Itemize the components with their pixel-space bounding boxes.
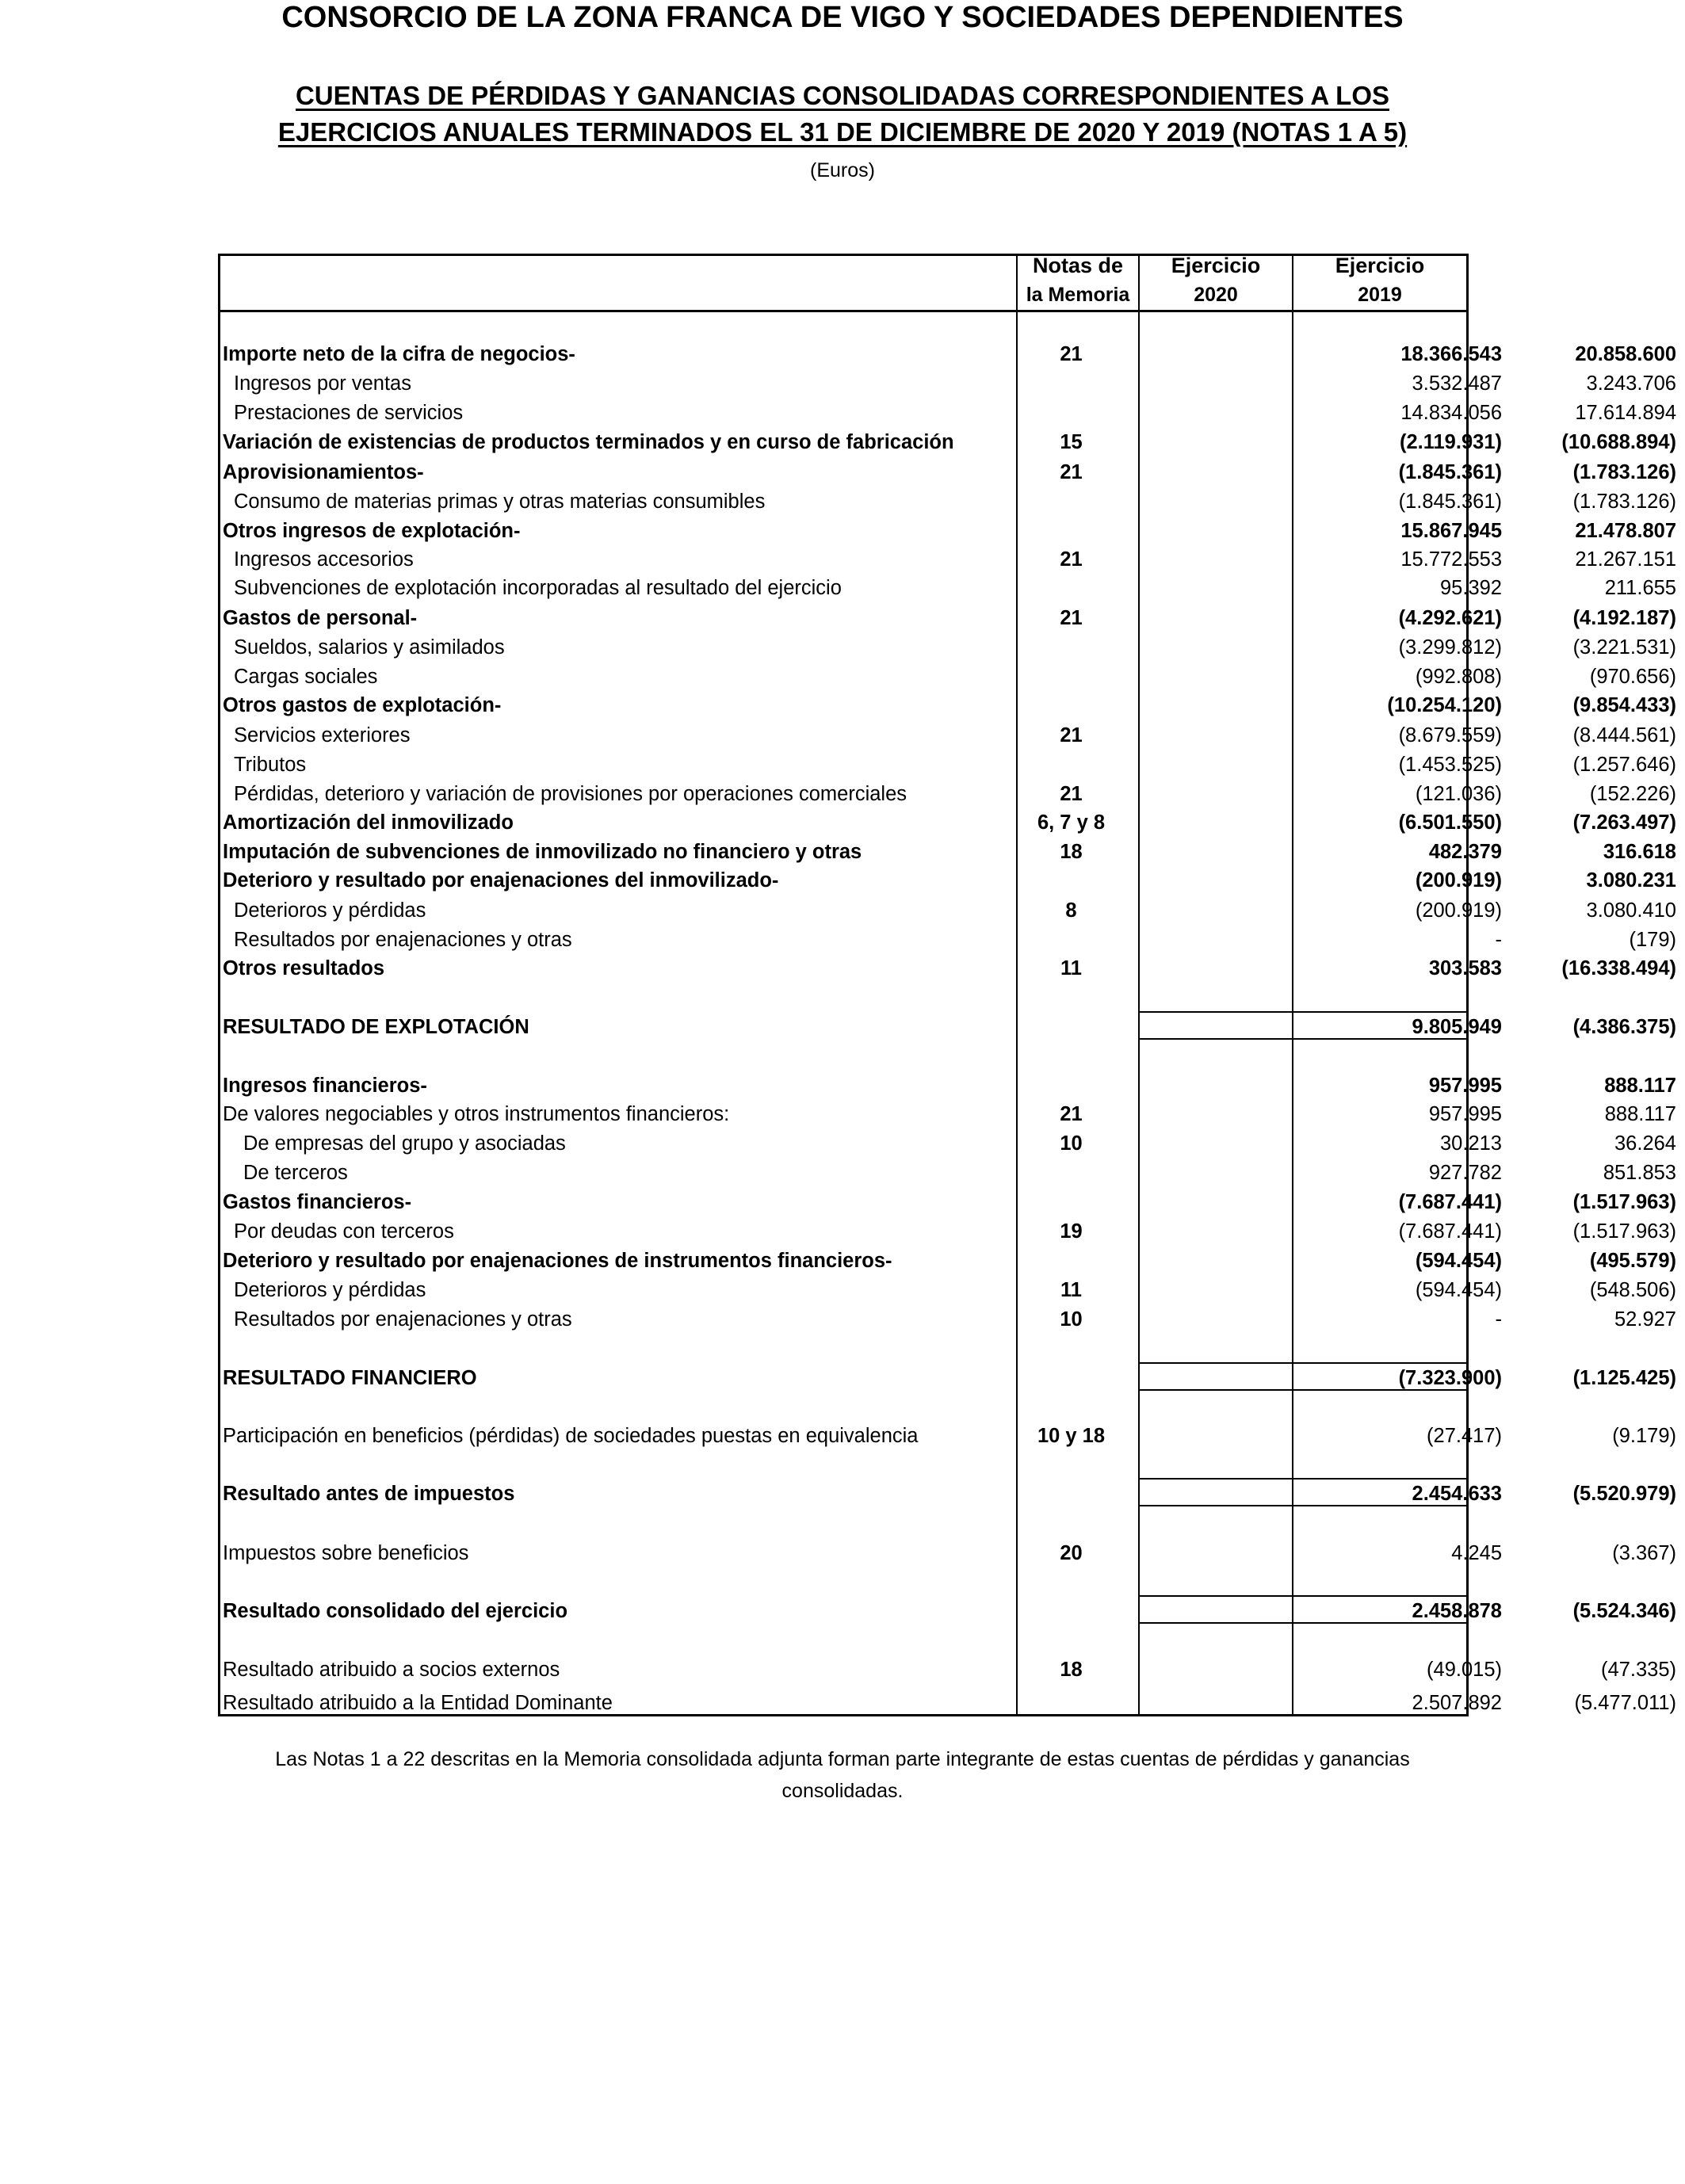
table-row <box>218 808 1676 837</box>
value-2019: (4.386.375) <box>1572 1016 1676 1038</box>
row-note: 15 <box>1060 431 1083 453</box>
row-label: Amortización del inmovilizado <box>223 811 514 834</box>
value-2020: 14.834.056 <box>1400 402 1502 424</box>
row-label: De terceros <box>243 1162 348 1184</box>
value-2019: (1.517.963) <box>1572 1220 1676 1243</box>
table-row <box>218 926 1676 954</box>
row-note: 21 <box>1060 783 1083 805</box>
table-row <box>218 1539 1676 1567</box>
value-2020: 2.507.892 <box>1412 1692 1502 1714</box>
value-2019: (1.125.425) <box>1572 1367 1676 1389</box>
value-2020: (7.687.441) <box>1398 1191 1502 1213</box>
row-label: Ingresos financieros- <box>223 1075 427 1097</box>
value-2019: (1.783.126) <box>1572 461 1676 483</box>
value-2020: 30.213 <box>1440 1132 1502 1155</box>
row-label: RESULTADO FINANCIERO <box>223 1367 477 1389</box>
table-row <box>218 487 1676 516</box>
value-2019: 888.117 <box>1604 1103 1676 1125</box>
value-2020: (27.417) <box>1427 1425 1502 1447</box>
value-2020: 957.995 <box>1428 1103 1502 1125</box>
row-label: Resultados por enajenaciones y otras <box>234 1308 572 1331</box>
table-row <box>218 545 1676 574</box>
header-notes-line1: Notas de <box>1032 254 1124 277</box>
row-note: 18 <box>1060 1659 1083 1681</box>
table-row <box>218 1247 1676 1275</box>
table-row <box>218 1159 1676 1187</box>
footer-note <box>206 1743 1479 1807</box>
value-2019: (179) <box>1629 929 1676 951</box>
row-note: 19 <box>1060 1220 1083 1243</box>
value-2020: 2.458.878 <box>1412 1600 1502 1622</box>
row-label: Otros gastos de explotación- <box>223 694 502 716</box>
value-2020: 15.867.945 <box>1400 520 1502 542</box>
row-note: 21 <box>1060 548 1083 571</box>
value-2020: 927.782 <box>1428 1162 1502 1184</box>
table-row <box>218 1013 1676 1041</box>
row-label: Ingresos por ventas <box>234 372 411 395</box>
value-2019: 888.117 <box>1604 1075 1676 1097</box>
row-label: Deterioro y resultado por enajenaciones de instrumentos financieros- <box>223 1250 892 1272</box>
table-row <box>218 1305 1676 1334</box>
value-2019: (1.783.126) <box>1572 491 1676 513</box>
value-2019: 20.858.600 <box>1575 343 1676 365</box>
row-note: 21 <box>1060 461 1083 483</box>
table-row <box>218 896 1676 925</box>
value-2020: 18.366.543 <box>1400 343 1502 365</box>
row-label: Consumo de materias primas y otras materias consumibles <box>234 491 766 513</box>
value-2019: (10.688.894) <box>1561 431 1676 453</box>
table-row <box>218 633 1676 662</box>
company-title: CONSORCIO DE LA ZONA FRANCA DE VIGO Y SOCIEDADES DEPENDIENTES <box>281 1 1404 34</box>
row-label: Importe neto de la cifra de negocios- <box>223 343 575 365</box>
table-row <box>218 1188 1676 1216</box>
row-note: 21 <box>1060 724 1083 746</box>
row-label: Pérdidas, deterioro y variación de provisiones por operaciones comerciales <box>234 783 907 805</box>
value-2019: 3.243.706 <box>1586 372 1676 395</box>
value-2020: (1.845.361) <box>1398 491 1502 513</box>
value-2020: (4.292.621) <box>1398 607 1502 629</box>
row-note: 10 <box>1060 1132 1083 1155</box>
value-2019: (16.338.494) <box>1561 957 1676 979</box>
table-row <box>218 691 1676 720</box>
row-label: Resultado atribuido a socios externos <box>223 1659 560 1681</box>
statement-title-line2: EJERCICIOS ANUALES TERMINADOS EL 31 DE DICIEMBRE DE 2020 Y 2019 (NOTAS 1 A 5) <box>277 117 1408 147</box>
header-2020-line2: 2020 <box>1194 284 1238 306</box>
table-row <box>218 399 1676 427</box>
table-row <box>218 428 1676 456</box>
value-2019: (4.192.187) <box>1572 607 1676 629</box>
table-row <box>218 780 1676 808</box>
value-2019: (970.656) <box>1589 666 1676 688</box>
row-label: Otros resultados <box>223 957 385 979</box>
table-row <box>218 604 1676 632</box>
value-2019: 52.927 <box>1614 1308 1676 1331</box>
value-2019: 17.614.894 <box>1575 402 1676 424</box>
value-2020: 9.805.949 <box>1412 1016 1502 1038</box>
value-2019: 3.080.410 <box>1586 899 1676 922</box>
value-2020: - <box>1495 929 1502 951</box>
value-2019: (47.335) <box>1601 1659 1676 1681</box>
value-2019: (8.444.561) <box>1572 724 1676 746</box>
row-note: 21 <box>1060 343 1083 365</box>
value-2020: (7.323.900) <box>1398 1367 1502 1389</box>
value-2019: (548.506) <box>1589 1279 1676 1301</box>
value-2020: 4.245 <box>1451 1542 1502 1564</box>
table-row <box>218 838 1676 866</box>
units-label: (Euros) <box>810 159 875 181</box>
value-2020: 3.532.487 <box>1412 372 1502 395</box>
value-2019: (1.517.963) <box>1572 1191 1676 1213</box>
row-label: Deterioros y pérdidas <box>234 1279 426 1301</box>
value-2020: (594.454) <box>1415 1279 1502 1301</box>
value-2019: 21.267.151 <box>1575 548 1676 571</box>
value-2019: (5.477.011) <box>1574 1692 1676 1714</box>
row-note: 21 <box>1060 1103 1083 1125</box>
row-note: 18 <box>1060 841 1083 863</box>
header-notes-line2: la Memoria <box>1026 284 1130 306</box>
statement-title-line1: CUENTAS DE PÉRDIDAS Y GANANCIAS CONSOLIDADAS CORRESPONDIENTES A LOS <box>295 81 1390 110</box>
row-label: Resultado antes de impuestos <box>223 1483 515 1505</box>
value-2020: (200.919) <box>1415 869 1502 892</box>
row-label: Sueldos, salarios y asimilados <box>234 636 505 659</box>
value-2019: (1.257.646) <box>1572 754 1676 776</box>
value-2019: (7.263.497) <box>1572 811 1676 834</box>
row-label: Ingresos accesorios <box>234 548 414 571</box>
row-label: Impuestos sobre beneficios <box>223 1542 469 1564</box>
table-row <box>218 369 1676 398</box>
table-row <box>218 750 1676 779</box>
value-2020: (6.501.550) <box>1398 811 1502 834</box>
row-label: Gastos financieros- <box>223 1191 412 1213</box>
row-label: De empresas del grupo y asociadas <box>243 1132 566 1155</box>
table-row <box>218 340 1676 368</box>
row-label: Variación de existencias de productos terminados y en curso de fabricación <box>223 431 954 453</box>
value-2020: (992.808) <box>1415 666 1502 688</box>
value-2020: 95.392 <box>1440 577 1502 599</box>
value-2019: (9.854.433) <box>1572 694 1676 716</box>
value-2019: (152.226) <box>1589 783 1676 805</box>
table-row <box>218 574 1676 602</box>
row-label: Gastos de personal- <box>223 607 418 629</box>
table-row <box>218 1129 1676 1158</box>
header-2020-line1: Ejercicio <box>1171 254 1261 277</box>
table-row <box>218 1655 1676 1684</box>
value-2020: (594.454) <box>1415 1250 1502 1272</box>
row-label: Participación en beneficios (pérdidas) de sociedades puestas en equivalencia <box>223 1425 919 1447</box>
value-2019: (3.367) <box>1612 1542 1676 1564</box>
row-label: Resultados por enajenaciones y otras <box>234 929 572 951</box>
row-label: Imputación de subvenciones de inmovilizado no financiero y otras <box>223 841 862 863</box>
row-note: 6, 7 y 8 <box>1037 811 1106 834</box>
table-row <box>218 1422 1676 1450</box>
row-note: 11 <box>1060 957 1082 979</box>
value-2020: 303.583 <box>1428 957 1502 979</box>
row-note: 21 <box>1060 607 1083 629</box>
row-label: Servicios exteriores <box>234 724 411 746</box>
table-row <box>218 1480 1676 1508</box>
value-2020: (10.254.120) <box>1387 694 1502 716</box>
row-label: Cargas sociales <box>234 666 378 688</box>
value-2019: 36.264 <box>1614 1132 1676 1155</box>
table-row <box>218 1071 1676 1100</box>
row-label: Tributos <box>234 754 307 776</box>
value-2019: (3.221.531) <box>1572 636 1676 659</box>
table-row <box>218 458 1676 487</box>
table-row <box>218 1364 1676 1392</box>
row-label: RESULTADO DE EXPLOTACIÓN <box>223 1016 529 1038</box>
value-2020: (8.679.559) <box>1398 724 1502 746</box>
row-label: Aprovisionamientos- <box>223 461 424 483</box>
value-2019: 851.853 <box>1603 1162 1676 1184</box>
header-2019-line1: Ejercicio <box>1335 254 1425 277</box>
value-2020: (2.119.931) <box>1399 431 1502 453</box>
row-label: Prestaciones de servicios <box>234 402 464 424</box>
table-row <box>218 1597 1676 1625</box>
value-2019: (5.520.979) <box>1572 1483 1676 1505</box>
table-row <box>218 517 1676 545</box>
value-2020: (1.453.525) <box>1398 754 1502 776</box>
row-note: 10 y 18 <box>1037 1425 1106 1447</box>
value-2020: - <box>1495 1308 1502 1331</box>
value-2020: (49.015) <box>1427 1659 1502 1681</box>
row-label: Deterioro y resultado por enajenaciones del inmovilizado- <box>223 869 779 892</box>
value-2019: 21.478.807 <box>1575 520 1676 542</box>
table-row <box>218 1217 1676 1246</box>
header-2019-line2: 2019 <box>1358 284 1402 306</box>
row-note: 10 <box>1060 1308 1083 1331</box>
table-row <box>218 1276 1676 1304</box>
table-row <box>218 954 1676 983</box>
value-2020: (7.687.441) <box>1398 1220 1502 1243</box>
row-note: 11 <box>1060 1279 1082 1301</box>
row-label: Resultado consolidado del ejercicio <box>223 1600 568 1622</box>
row-label: Por deudas con terceros <box>234 1220 454 1243</box>
row-label: Subvenciones de explotación incorporadas al resultado del ejercicio <box>234 577 842 599</box>
value-2020: 2.454.633 <box>1412 1483 1502 1505</box>
value-2019: 3.080.231 <box>1586 869 1676 892</box>
value-2019: (9.179) <box>1612 1425 1676 1447</box>
table-row <box>218 866 1676 895</box>
value-2020: (3.299.812) <box>1398 636 1502 659</box>
value-2020: (200.919) <box>1415 899 1502 922</box>
value-2019: 316.618 <box>1603 841 1676 863</box>
value-2020: 482.379 <box>1428 841 1502 863</box>
table-row <box>218 1689 1676 1717</box>
value-2020: (1.845.361) <box>1398 461 1502 483</box>
table-row <box>218 721 1676 750</box>
footer-note-line2: consolidadas. <box>781 1780 904 1802</box>
table-row <box>218 1100 1676 1128</box>
footer-note-line1: Las Notas 1 a 22 descritas en la Memoria consolidada adjunta forman parte integrante de estas cuentas de pérdidas y ganancias <box>275 1748 1410 1770</box>
row-label: Resultado atribuido a la Entidad Dominante <box>223 1692 613 1714</box>
row-label: De valores negociables y otros instrumentos financieros: <box>223 1103 730 1125</box>
value-2020: 957.995 <box>1428 1075 1502 1097</box>
value-2020: (121.036) <box>1415 783 1502 805</box>
row-label: Deterioros y pérdidas <box>234 899 426 922</box>
value-2019: (5.524.346) <box>1572 1600 1676 1622</box>
value-2020: 15.772.553 <box>1400 548 1502 571</box>
row-note: 8 <box>1065 899 1077 922</box>
header-divider <box>218 310 1469 312</box>
row-note: 20 <box>1060 1542 1083 1564</box>
row-label: Otros ingresos de explotación- <box>223 520 521 542</box>
value-2019: (495.579) <box>1589 1250 1676 1272</box>
value-2019: 211.655 <box>1604 577 1676 599</box>
table-row <box>218 662 1676 691</box>
